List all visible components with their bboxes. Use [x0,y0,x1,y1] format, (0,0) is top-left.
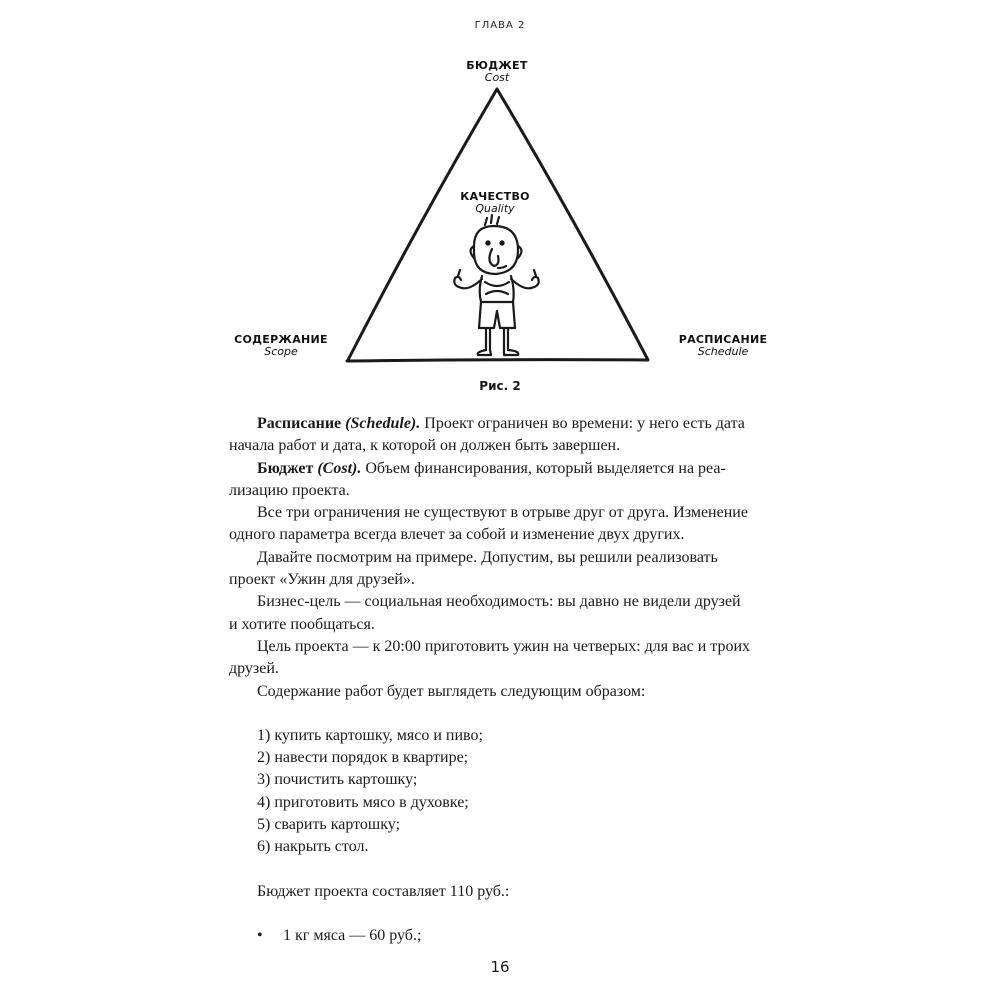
term-budget-en: (Cost). [317,459,362,477]
list-item: 1) купить картошку, мясо и пиво; [257,726,483,744]
scope-list [257,725,777,859]
schedule-text-1: Проект ограничен во времени: у него есть дата [420,415,745,432]
label-quality-ru: КАЧЕСТВО [460,190,530,203]
list-item: 4) приготовить мясо в духовке; [257,793,469,811]
paragraph-budget-intro [257,881,777,903]
paragraph-project-goal [229,636,777,681]
paragraph-business-goal [229,591,777,636]
p3-line-2: одного параметра всегда влечет за собой и изменение двух других. [229,526,685,544]
p4-line-1: Давайте посмотрим на примере. Допустим, вы решили реализовать [257,548,718,566]
budget-sentence: Бюджет проекта составляет 110 руб.: [257,882,510,900]
body-text [229,413,777,947]
label-scope [226,334,336,358]
term-schedule: Расписание [257,415,342,432]
chapter-header: ГЛАВА 2 [474,20,526,31]
p3-line-1: Все три ограничения не существуют в отрыве друг от друга. Изменение [257,504,748,522]
label-quality-en: Quality [475,202,515,215]
p4-line-2: проект «Ужин для друзей». [229,571,415,589]
label-schedule [667,334,779,358]
figure-project-triangle [0,0,1000,400]
budget-text-1: Объем финансирования, который выделяется на реа- [361,459,726,477]
p5-line-2: и хотите пообщаться. [229,615,375,633]
list-item: 5) сварить картошку; [257,816,401,834]
schedule-text-2: начала работ и дата, к которой он должен быть завершен. [229,437,621,455]
cartoon-man-icon [454,215,538,355]
label-schedule-en: Schedule [697,345,749,358]
p6-line-2: друзей. [229,660,279,678]
paragraph-scope-intro [257,681,777,703]
list-item: 3) почистить картошку; [257,771,418,789]
bullet-text: 1 кг мяса — 60 руб.; [283,926,422,944]
label-cost [447,60,547,84]
paragraph-budget [229,458,777,503]
p5-line-1: Бизнес-цель — социальная необходимость: вы давно не видели друзей [257,593,741,611]
p7-line: Содержание работ будет выглядеть следующим образом: [257,682,646,700]
label-schedule-ru: РАСПИСАНИЕ [678,333,768,346]
p6-line-1: Цель проекта — к 20:00 приготовить ужин на четверых: для вас и троих [257,637,751,655]
list-item: 2) навести порядок в квартире; [257,749,469,767]
page-number: 16 [490,958,510,976]
paragraph-schedule [229,413,777,458]
figure-caption: Рис. 2 [479,379,521,393]
term-schedule-en: (Schedule). [345,415,421,432]
bullet-list-item [257,925,777,947]
budget-text-2: лизацию проекта. [229,481,350,499]
label-cost-ru: БЮДЖЕТ [466,59,528,72]
bullet-icon: • [257,926,263,944]
paragraph-constraints [229,502,777,547]
label-scope-en: Scope [264,345,298,358]
label-quality [440,191,550,215]
label-scope-ru: СОДЕРЖАНИЕ [234,333,328,346]
list-item: 6) накрыть стол. [257,838,369,856]
paragraph-example [229,547,777,592]
triangle-outline [347,89,648,361]
label-cost-en: Cost [484,71,510,84]
term-budget: Бюджет [257,459,314,477]
